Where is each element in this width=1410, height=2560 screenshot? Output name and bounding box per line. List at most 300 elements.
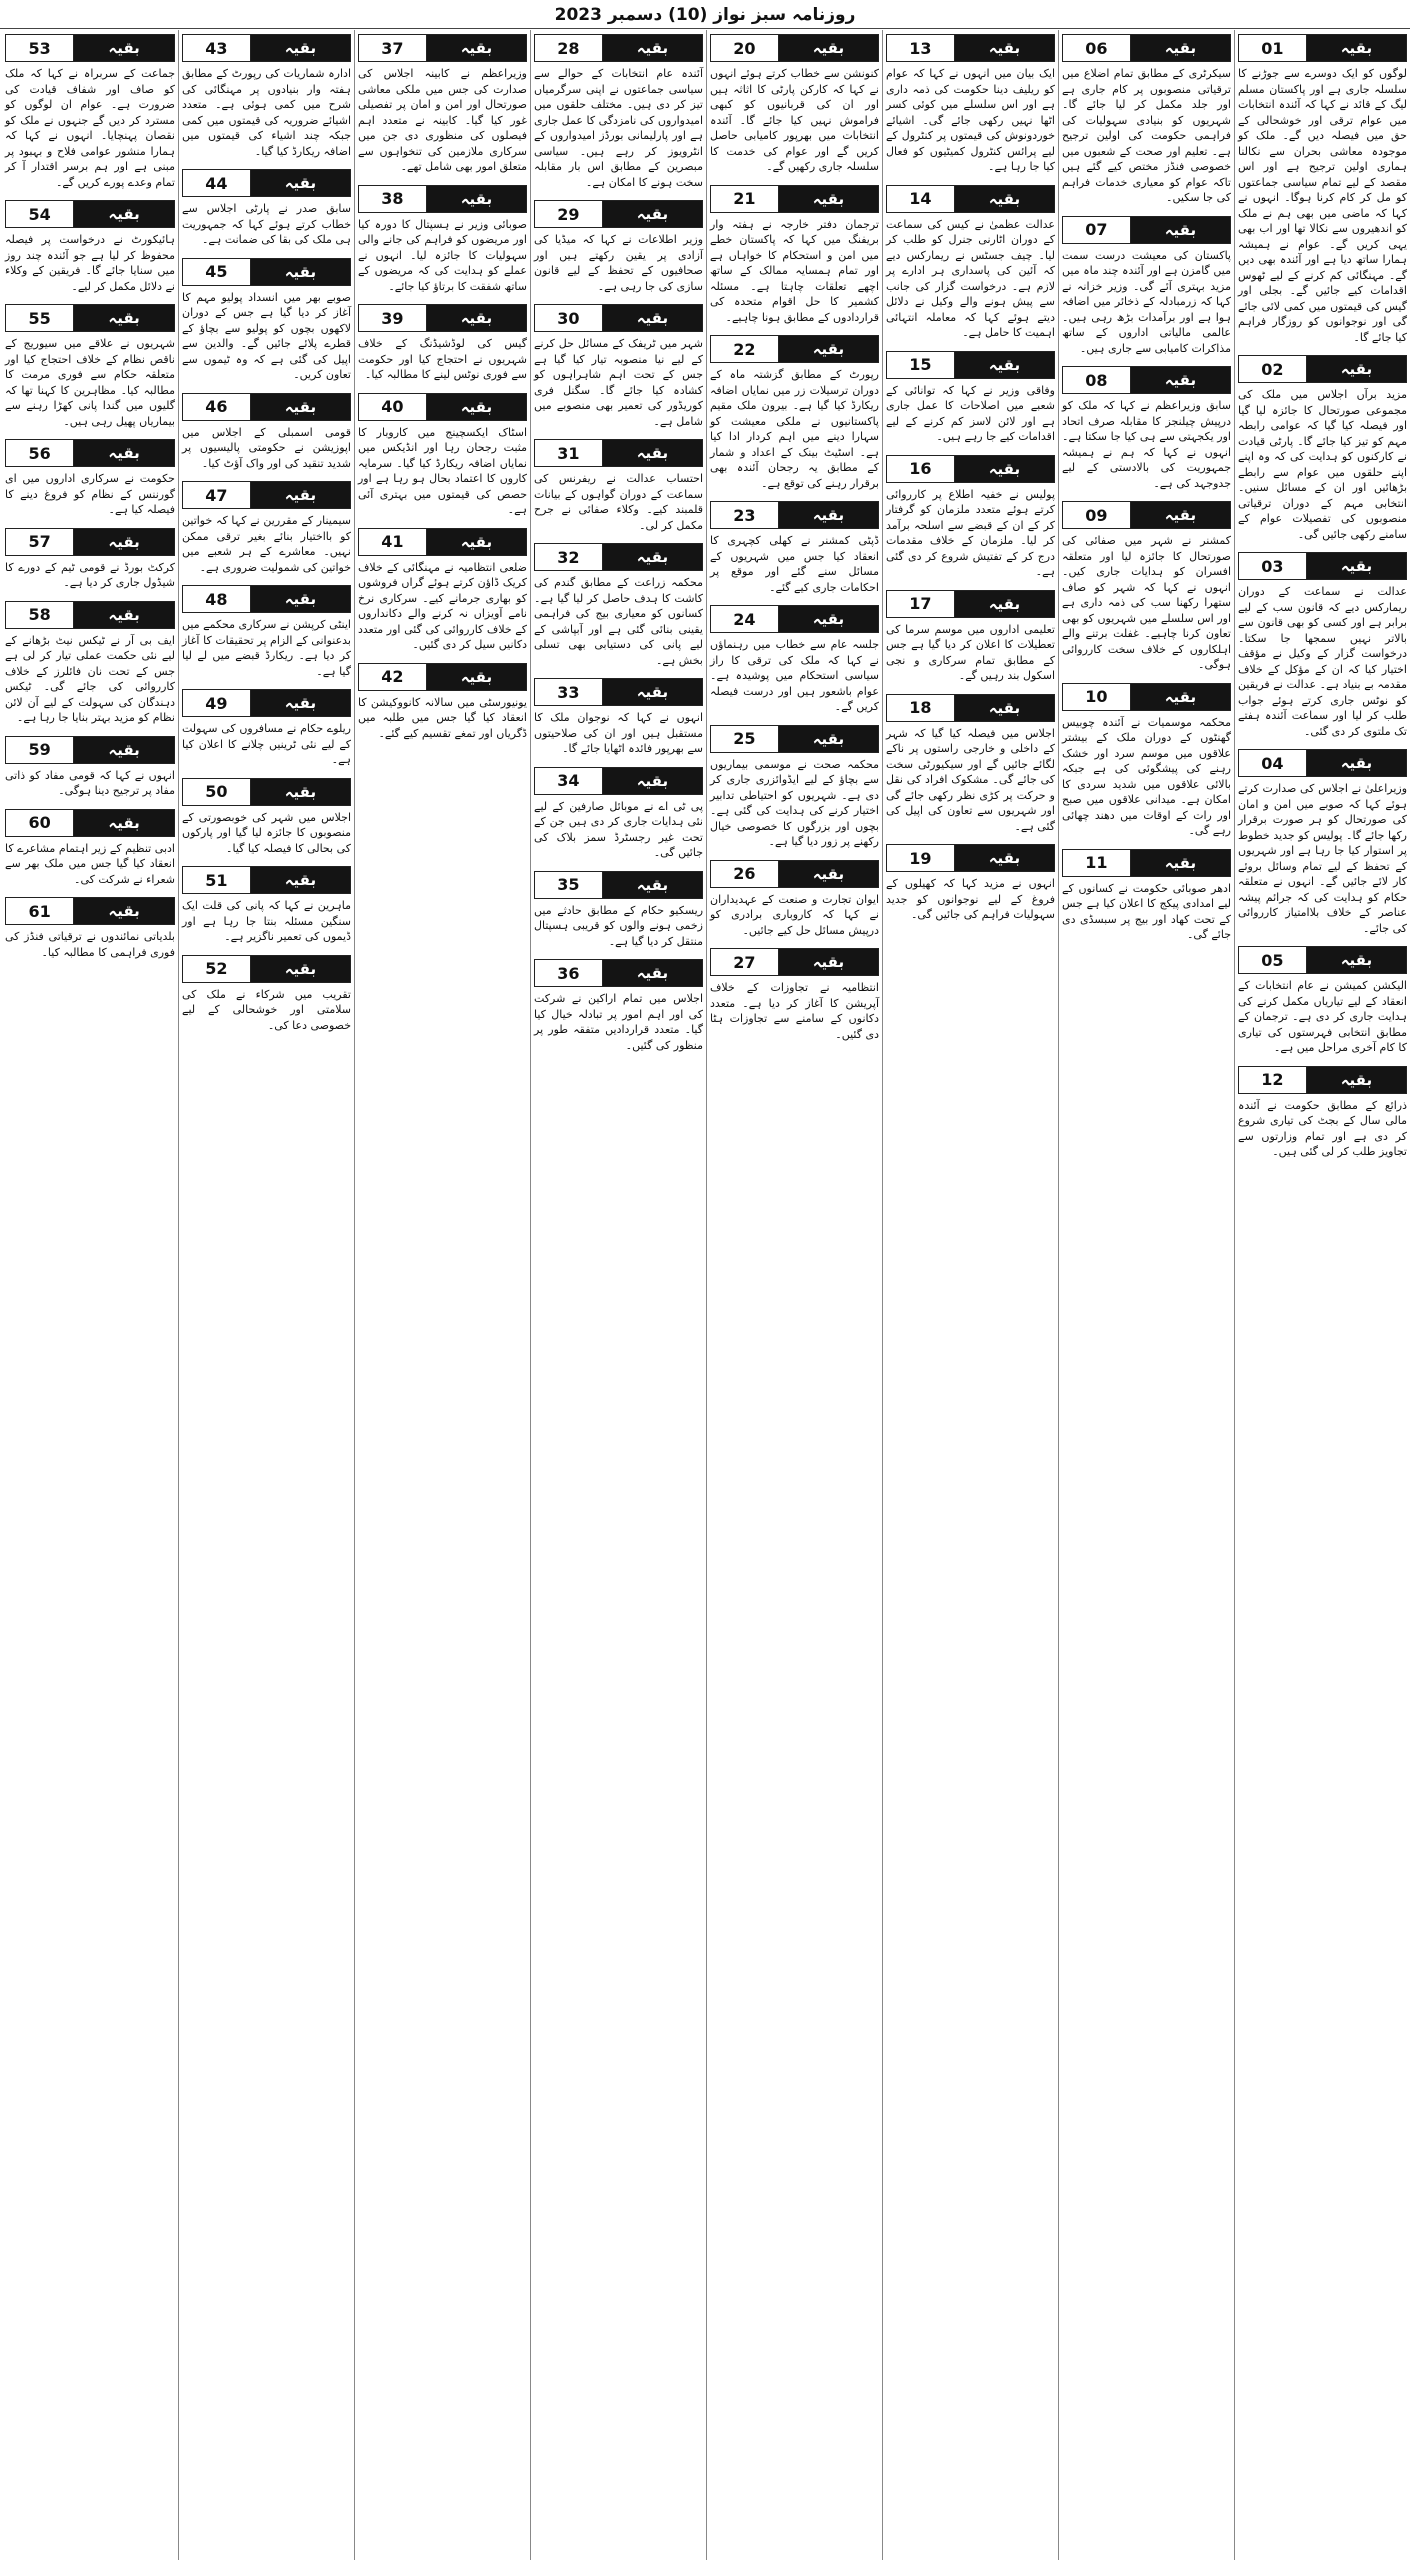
continuation-label: بقیہ bbox=[1307, 553, 1406, 579]
continuation-number: 02 bbox=[1239, 356, 1307, 382]
article-text: جلسہ عام سے خطاب میں رہنماؤں نے کہا کہ ملک کی ترقی کا راز سیاسی استحکام میں پوشیدہ ہے۔ عوام باشعور ہیں اور درست فیصلہ کریں گے۔ bbox=[710, 638, 879, 713]
continuation-number: 08 bbox=[1063, 367, 1131, 393]
continuation-label: بقیہ bbox=[251, 956, 350, 982]
continuation-label: بقیہ bbox=[427, 186, 526, 212]
article-text: محکمہ صحت نے موسمی بیماریوں سے بچاؤ کے لیے ایڈوائزری جاری کر دی ہے۔ شہریوں کو احتیاطی تدابیر اختیار کرنے کی ہدایت کی گئی ہے۔ بچوں اور بزرگوں کا خصوصی خیال رکھنے پر زور دیا گیا ہے۔ bbox=[710, 757, 879, 848]
continuation-number: 21 bbox=[711, 186, 779, 212]
article-text: احتساب عدالت نے ریفرنس کی سماعت کے دوران گواہوں کے بیانات قلمبند کیے۔ وکلاء صفائی نے جرح مکمل کر لی۔ bbox=[534, 472, 703, 532]
continuation-header bbox=[5, 439, 175, 467]
article-text: حکومت نے سرکاری اداروں میں ای گورننس کے نظام کو فروغ دینے کا فیصلہ کیا ہے۔ bbox=[5, 472, 175, 516]
continuation-block bbox=[710, 725, 879, 850]
continuation-block bbox=[534, 678, 703, 757]
continuation-header bbox=[1062, 501, 1231, 529]
article-text: وزیراعظم نے کابینہ اجلاس کی صدارت کی جس میں ملکی معاشی صورتحال اور امن و امان پر تفصیلی غور کیا گیا۔ کابینہ نے متعدد اہم فیصلوں کی منظوری دی جن میں سرکاری ملازمین کی تنخواہوں سے متعلق امور بھی شامل تھے۔ bbox=[358, 67, 527, 173]
continuation-header bbox=[534, 304, 703, 332]
continuation-block bbox=[182, 34, 351, 159]
continuation-number: 04 bbox=[1239, 750, 1307, 776]
news-column bbox=[354, 30, 530, 2560]
continuation-label: بقیہ bbox=[1131, 684, 1230, 710]
continuation-number: 25 bbox=[711, 726, 779, 752]
continuation-number: 37 bbox=[359, 35, 427, 61]
continuation-block bbox=[534, 304, 703, 429]
continuation-header bbox=[710, 34, 879, 62]
article-text: کنونشن سے خطاب کرتے ہوئے انہوں نے کہا کہ کارکن پارٹی کا اثاثہ ہیں اور ان کی قربانیوں کو کبھی فراموش نہیں کیا جائے گا۔ آئندہ انتخابات میں بھرپور کامیابی حاصل کریں گے اور عوام کی خدمت کا سلسلہ جاری رکھیں گے۔ bbox=[710, 67, 879, 173]
continuation-block bbox=[886, 351, 1055, 445]
continuation-number: 34 bbox=[535, 768, 603, 794]
continuation-label: بقیہ bbox=[251, 690, 350, 716]
continuation-block bbox=[182, 393, 351, 472]
continuation-header bbox=[534, 543, 703, 571]
news-column bbox=[530, 30, 706, 2560]
continuation-block bbox=[1062, 683, 1231, 839]
continuation-header bbox=[1062, 216, 1231, 244]
article-text: ایف بی آر نے ٹیکس نیٹ بڑھانے کے لیے نئی حکمت عملی تیار کر لی ہے جس کے تحت نان فائلرز کے خلاف کارروائی کی جائے گی۔ ٹیکس دہندگان کی سہولت کے لیے آن لائن نظام کو مزید بہتر بنایا جا رہا ہے۔ bbox=[5, 633, 175, 724]
continuation-number: 10 bbox=[1063, 684, 1131, 710]
continuation-label: بقیہ bbox=[1307, 947, 1406, 973]
continuation-header bbox=[182, 169, 351, 197]
continuation-label: بقیہ bbox=[1307, 750, 1406, 776]
article-text: مزید برآں اجلاس میں ملک کی مجموعی صورتحال کا جائزہ لیا گیا اور فیصلہ کیا گیا کہ عوامی رابطہ مہم کو تیز کیا جائے گا۔ پارٹی قیادت نے کارکنوں کو ہدایت کی کہ وہ اپنے اپنے حلقوں میں عوام سے رابطے بڑھائیں اور ان کے مسائل سنیں۔ انتخابی مہم کے دوران ترقیاتی منصوبوں کی تفصیلات عوام کے سامنے رکھی جائیں گی۔ bbox=[1238, 388, 1407, 541]
continuation-header bbox=[358, 393, 527, 421]
article-text: ضلعی انتظامیہ نے مہنگائی کے خلاف کریک ڈاؤن کرتے ہوئے گراں فروشوں کو بھاری جرمانے کیے۔ سرکاری نرخ نامے آویزاں نہ کرنے والے دکانداروں کے خلاف کارروائی کی گئی اور متعدد دکانیں سیل کر دی گئیں۔ bbox=[358, 560, 527, 651]
continuation-number: 30 bbox=[535, 305, 603, 331]
continuation-label: بقیہ bbox=[1307, 356, 1406, 382]
continuation-header bbox=[358, 34, 527, 62]
masthead bbox=[0, 0, 1410, 29]
continuation-header bbox=[1238, 946, 1407, 974]
continuation-header bbox=[1062, 849, 1231, 877]
continuation-block bbox=[886, 34, 1055, 175]
continuation-header bbox=[886, 455, 1055, 483]
continuation-header bbox=[5, 736, 175, 764]
continuation-block bbox=[1062, 849, 1231, 943]
continuation-block bbox=[710, 860, 879, 939]
continuation-block bbox=[886, 694, 1055, 835]
article-text: وزیر اطلاعات نے کہا کہ میڈیا کی آزادی پر یقین رکھتے ہیں اور صحافیوں کے تحفظ کے لیے قانون سازی کی جا رہی ہے۔ bbox=[534, 233, 703, 293]
article-text: سابق وزیراعظم نے کہا کہ ملک کو درپیش چیلنجز کا مقابلہ صرف اتحاد اور یکجہتی سے ہی کیا جا سکتا ہے۔ انہوں نے کہا کہ ہم نے ہمیشہ جمہوریت کی بالادستی کے لیے جدوجہد کی ہے۔ bbox=[1062, 399, 1231, 490]
continuation-number: 17 bbox=[887, 591, 955, 617]
continuation-header bbox=[182, 689, 351, 717]
continuation-block bbox=[1238, 1066, 1407, 1160]
continuation-label: بقیہ bbox=[955, 35, 1054, 61]
continuation-header bbox=[182, 866, 351, 894]
continuation-block bbox=[886, 185, 1055, 341]
continuation-header bbox=[1238, 34, 1407, 62]
continuation-block bbox=[182, 778, 351, 857]
continuation-block bbox=[5, 34, 175, 190]
continuation-label: بقیہ bbox=[427, 305, 526, 331]
continuation-label: بقیہ bbox=[74, 201, 174, 227]
continuation-block bbox=[886, 590, 1055, 684]
continuation-header bbox=[886, 590, 1055, 618]
continuation-label: بقیہ bbox=[74, 529, 174, 555]
continuation-label: بقیہ bbox=[74, 35, 174, 61]
article-text: محکمہ موسمیات نے آئندہ چوبیس گھنٹوں کے دوران ملک کے بیشتر علاقوں میں موسم سرد اور خشک رہنے کی پیشگوئی کی ہے جبکہ بالائی علاقوں میں شدید سردی کا امکان ہے۔ میدانی علاقوں میں صبح اور رات کے اوقات میں دھند چھائی رہے گی۔ bbox=[1062, 715, 1231, 837]
continuation-label: بقیہ bbox=[955, 456, 1054, 482]
continuation-header bbox=[182, 585, 351, 613]
news-column bbox=[706, 30, 882, 2560]
continuation-header bbox=[182, 481, 351, 509]
continuation-label: بقیہ bbox=[1307, 1067, 1406, 1093]
continuation-header bbox=[5, 34, 175, 62]
continuation-label: بقیہ bbox=[603, 305, 702, 331]
continuation-label: بقیہ bbox=[74, 440, 174, 466]
continuation-label: بقیہ bbox=[1131, 367, 1230, 393]
continuation-header bbox=[182, 955, 351, 983]
continuation-label: بقیہ bbox=[1307, 35, 1406, 61]
continuation-label: بقیہ bbox=[955, 591, 1054, 617]
continuation-number: 41 bbox=[359, 529, 427, 555]
continuation-header bbox=[534, 871, 703, 899]
continuation-header bbox=[182, 778, 351, 806]
continuation-label: بقیہ bbox=[603, 440, 702, 466]
article-text: اجلاس میں تمام اراکین نے شرکت کی اور اہم امور پر تبادلہ خیال کیا گیا۔ متعدد قراردادیں متفقہ طور پر منظور کی گئیں۔ bbox=[534, 992, 703, 1052]
article-text: ادارہ شماریات کی رپورٹ کے مطابق ہفتہ وار بنیادوں پر مہنگائی کی شرح میں کمی ہوئی ہے۔ متعدد اشیائے ضروریہ کی قیمتوں میں کمی جبکہ چند اشیاء کی قیمتوں میں اضافہ ریکارڈ کیا گیا۔ bbox=[182, 67, 351, 158]
continuation-header bbox=[358, 304, 527, 332]
continuation-header bbox=[710, 335, 879, 363]
continuation-label: بقیہ bbox=[603, 872, 702, 898]
continuation-number: 60 bbox=[6, 810, 74, 836]
continuation-header bbox=[5, 601, 175, 629]
continuation-block bbox=[182, 169, 351, 248]
continuation-label: بقیہ bbox=[779, 949, 878, 975]
news-column bbox=[178, 30, 354, 2560]
article-text: ریلوے حکام نے مسافروں کی سہولت کے لیے نئی ٹرینیں چلانے کا اعلان کیا ہے۔ bbox=[182, 722, 351, 766]
continuation-label: بقیہ bbox=[779, 336, 878, 362]
continuation-block bbox=[710, 948, 879, 1042]
continuation-label: بقیہ bbox=[603, 679, 702, 705]
continuation-number: 58 bbox=[6, 602, 74, 628]
article-text: ادھر صوبائی حکومت نے کسانوں کے لیے امدادی پیکج کا اعلان کیا ہے جس کے تحت کھاد اور بیج پر سبسڈی دی جائے گی۔ bbox=[1062, 881, 1231, 941]
continuation-number: 54 bbox=[6, 201, 74, 227]
article-text: کمشنر نے شہر میں صفائی کی صورتحال کا جائزہ لیا اور متعلقہ افسران کو ہدایات جاری کیں۔ انہوں نے کہا کہ شہر کو صاف ستھرا رکھنا سب کی ذمہ داری ہے اور اس سلسلے میں شہریوں کو بھی تعاون کرنا چاہیے۔ غفلت برتنے والے اہلکاروں کے خلاف سخت کارروائی ہوگی۔ bbox=[1062, 534, 1231, 671]
continuation-header bbox=[182, 393, 351, 421]
continuation-header bbox=[358, 528, 527, 556]
continuation-block bbox=[5, 809, 175, 888]
continuation-header bbox=[182, 34, 351, 62]
article-text: الیکشن کمیشن نے عام انتخابات کے انعقاد کے لیے تیاریاں مکمل کرنے کی ہدایت جاری کر دی ہے۔ ترجمان کے مطابق انتخابی فہرستوں کی تیاری کا کام آخری مراحل میں ہے۔ bbox=[1238, 979, 1407, 1054]
continuation-number: 40 bbox=[359, 394, 427, 420]
continuation-number: 14 bbox=[887, 186, 955, 212]
continuation-block bbox=[5, 304, 175, 429]
continuation-header bbox=[886, 351, 1055, 379]
continuation-label: بقیہ bbox=[251, 394, 350, 420]
continuation-number: 13 bbox=[887, 35, 955, 61]
continuation-header bbox=[534, 678, 703, 706]
continuation-header bbox=[5, 200, 175, 228]
continuation-number: 48 bbox=[183, 586, 251, 612]
continuation-block bbox=[534, 200, 703, 294]
article-text: رپورٹ کے مطابق گزشتہ ماہ کے دوران ترسیلات زر میں نمایاں اضافہ ریکارڈ کیا گیا ہے۔ بیرون ملک مقیم پاکستانیوں نے ملکی معیشت کو سہارا دینے میں اہم کردار ادا کیا ہے۔ اسٹیٹ بینک کے اعداد و شمار کے مطابق یہ رجحان آئندہ بھی برقرار رہنے کی توقع ہے۔ bbox=[710, 368, 879, 490]
continuation-number: 44 bbox=[183, 170, 251, 196]
continuation-header bbox=[886, 34, 1055, 62]
continuation-block bbox=[5, 897, 175, 960]
continuation-label: بقیہ bbox=[251, 867, 350, 893]
continuation-header bbox=[5, 528, 175, 556]
continuation-header bbox=[1062, 366, 1231, 394]
continuation-header bbox=[358, 185, 527, 213]
continuation-label: بقیہ bbox=[603, 544, 702, 570]
continuation-header bbox=[534, 439, 703, 467]
continuation-block bbox=[1062, 216, 1231, 357]
continuation-number: 16 bbox=[887, 456, 955, 482]
continuation-number: 11 bbox=[1063, 850, 1131, 876]
continuation-block bbox=[5, 200, 175, 294]
continuation-block bbox=[1238, 34, 1407, 345]
article-text: یونیورسٹی میں سالانہ کانووکیشن کا انعقاد کیا گیا جس میں طلبہ میں ڈگریاں اور تمغے تقسیم کیے گئے۔ bbox=[358, 695, 527, 740]
continuation-block bbox=[1238, 749, 1407, 936]
continuation-block bbox=[710, 605, 879, 715]
news-column bbox=[2, 30, 178, 2560]
continuation-number: 12 bbox=[1239, 1067, 1307, 1093]
continuation-number: 32 bbox=[535, 544, 603, 570]
continuation-number: 15 bbox=[887, 352, 955, 378]
article-text: سیمینار کے مقررین نے کہا کہ خواتین کو بااختیار بنائے بغیر ترقی ممکن نہیں۔ معاشرے کے ہر شعبے میں خواتین کی شمولیت ضروری ہے۔ bbox=[182, 514, 351, 574]
continuation-block bbox=[182, 955, 351, 1034]
continuation-block bbox=[182, 481, 351, 575]
continuation-label: بقیہ bbox=[955, 352, 1054, 378]
continuation-header bbox=[5, 897, 175, 925]
continuation-label: بقیہ bbox=[74, 810, 174, 836]
continuation-header bbox=[1238, 552, 1407, 580]
continuation-label: بقیہ bbox=[427, 394, 526, 420]
continuation-number: 24 bbox=[711, 606, 779, 632]
article-text: اجلاس میں فیصلہ کیا گیا کہ شہر کے داخلی و خارجی راستوں پر ناکے لگائے جائیں گے اور سیکیورٹی سخت کی جائے گی۔ مشکوک افراد کی نقل و حرکت پر کڑی نظر رکھی جائے گی اور شہریوں سے تعاون کی اپیل کی گئی ہے۔ bbox=[886, 726, 1055, 833]
continuation-number: 33 bbox=[535, 679, 603, 705]
continuation-label: بقیہ bbox=[251, 259, 350, 285]
continuation-block bbox=[886, 455, 1055, 580]
article-text: ہائیکورٹ نے درخواست پر فیصلہ محفوظ کر لیا ہے جو آئندہ چند روز میں سنایا جائے گا۔ فریقین کے وکلاء نے دلائل مکمل کر لیے۔ bbox=[5, 233, 175, 293]
continuation-label: بقیہ bbox=[955, 845, 1054, 871]
continuation-label: بقیہ bbox=[779, 35, 878, 61]
article-text: اسٹاک ایکسچینج میں کاروبار کا مثبت رجحان رہا اور انڈیکس میں نمایاں اضافہ ریکارڈ کیا گیا۔ سرمایہ کاروں کا اعتماد بحال ہو رہا ہے اور حصص کی قیمتوں میں بہتری آئی ہے۔ bbox=[358, 425, 527, 516]
continuation-label: بقیہ bbox=[427, 664, 526, 690]
continuation-label: بقیہ bbox=[1131, 217, 1230, 243]
continuation-number: 57 bbox=[6, 529, 74, 555]
continuation-number: 19 bbox=[887, 845, 955, 871]
continuation-number: 27 bbox=[711, 949, 779, 975]
continuation-number: 35 bbox=[535, 872, 603, 898]
continuation-number: 56 bbox=[6, 440, 74, 466]
continuation-number: 22 bbox=[711, 336, 779, 362]
continuation-label: بقیہ bbox=[427, 35, 526, 61]
article-text: وزیراعلیٰ نے اجلاس کی صدارت کرتے ہوئے کہا کہ صوبے میں امن و امان کی صورتحال کو ہر صورت برقرار رکھا جائے گا۔ پولیس کو جدید خطوط پر استوار کیا جا رہا ہے اور شہریوں کے تحفظ کے لیے تمام وسائل بروئے کار لائے جائیں گے۔ انہوں نے متعلقہ حکام کو ہدایت کی کہ جرائم پیشہ عناصر کے خلاف بلاامتیاز کارروائی کی جائے۔ bbox=[1238, 782, 1407, 935]
continuation-label: بقیہ bbox=[779, 726, 878, 752]
continuation-header bbox=[710, 185, 879, 213]
continuation-block bbox=[358, 185, 527, 295]
continuation-header bbox=[1238, 355, 1407, 383]
article-text: انتظامیہ نے تجاوزات کے خلاف آپریشن کا آغاز کر دیا ہے۔ متعدد دکانوں کے سامنے سے تجاوزات ہٹا دی گئیں۔ bbox=[710, 981, 879, 1041]
continuation-number: 01 bbox=[1239, 35, 1307, 61]
continuation-block bbox=[182, 585, 351, 679]
continuation-block bbox=[5, 528, 175, 591]
continuation-label: بقیہ bbox=[74, 305, 174, 331]
continuation-block bbox=[182, 258, 351, 383]
continuation-header bbox=[886, 694, 1055, 722]
continuation-block bbox=[358, 393, 527, 518]
continuation-label: بقیہ bbox=[74, 602, 174, 628]
article-text: ریسکیو حکام کے مطابق حادثے میں زخمی ہونے والوں کو قریبی ہسپتال منتقل کر دیا گیا ہے۔ bbox=[534, 903, 703, 948]
continuation-block bbox=[1238, 552, 1407, 739]
continuation-block bbox=[182, 866, 351, 945]
article-text: لوگوں کو ایک دوسرے سے جوڑنے کا سلسلہ جاری ہے اور پاکستان مسلم لیگ کے قائد نے کہا کہ آئندہ انتخابات میں عوام ترقی اور خوشحالی کے حق میں فیصلہ دیں گے۔ ملک کو موجودہ معاشی بحران سے نکالنا ہماری اولین ترجیح ہے اور اس مقصد کے لیے تمام سیاسی جماعتوں کو مل کر کام کرنا ہوگا۔ انہوں نے کہا کہ ماضی میں بھی ہم نے ملک کو اندھیروں سے نکالا تھا اور اب بھی یہی کریں گے۔ عوام نے ہمیشہ ہمارا ساتھ دیا ہے اور آئندہ بھی دیں گے۔ مہنگائی کم کرنے کے لیے ٹھوس اقدامات کیے جائیں گے۔ بجلی اور گیس کی قیمتوں میں کمی لائی جائے گی اور نوجوانوں کو روزگار فراہم کیا جائے گا۔ bbox=[1238, 67, 1407, 344]
continuation-block bbox=[710, 185, 879, 326]
continuation-label: بقیہ bbox=[74, 898, 174, 924]
continuation-label: بقیہ bbox=[603, 201, 702, 227]
continuation-header bbox=[1238, 749, 1407, 777]
news-column bbox=[882, 30, 1058, 2560]
continuation-number: 20 bbox=[711, 35, 779, 61]
continuation-label: بقیہ bbox=[603, 960, 702, 986]
continuation-block bbox=[710, 335, 879, 491]
continuation-block bbox=[710, 34, 879, 175]
article-text: پی ٹی اے نے موبائل صارفین کے لیے نئی ہدایات جاری کر دی ہیں جن کے تحت غیر رجسٹرڈ سمز بلاک کی جائیں گی۔ bbox=[534, 799, 703, 859]
continuation-number: 07 bbox=[1063, 217, 1131, 243]
continuation-block bbox=[534, 439, 703, 533]
article-text: تقریب میں شرکاء نے ملک کی سلامتی اور خوشحالی کے لیے خصوصی دعا کی۔ bbox=[182, 987, 351, 1032]
continuation-number: 03 bbox=[1239, 553, 1307, 579]
continuation-label: بقیہ bbox=[779, 502, 878, 528]
continuation-number: 05 bbox=[1239, 947, 1307, 973]
continuation-label: بقیہ bbox=[1131, 850, 1230, 876]
article-text: جماعت کے سربراہ نے کہا کہ ملک کو صاف اور شفاف قیادت کی ضرورت ہے۔ عوام ان لوگوں کو مسترد کر دیں گے جنہوں نے ملک کو نقصان پہنچایا۔ انہوں نے کہا کہ ہمارا منشور عوامی فلاح و بہبود پر مبنی ہے اور ہم برسر اقتدار آ کر تمام وعدے پورے کریں گے۔ bbox=[5, 67, 175, 189]
continuation-header bbox=[358, 663, 527, 691]
continuation-header bbox=[1238, 1066, 1407, 1094]
article-text: قومی اسمبلی کے اجلاس میں اپوزیشن نے حکومتی پالیسیوں پر شدید تنقید کی اور واک آؤٹ کیا۔ bbox=[182, 425, 351, 470]
continuation-number: 47 bbox=[183, 482, 251, 508]
continuation-number: 59 bbox=[6, 737, 74, 763]
continuation-number: 53 bbox=[6, 35, 74, 61]
continuation-label: بقیہ bbox=[779, 606, 878, 632]
article-text: انہوں نے مزید کہا کہ کھیلوں کے فروغ کے لیے نوجوانوں کو جدید سہولیات فراہم کی جائیں گی۔ bbox=[886, 877, 1055, 921]
article-text: عدالت عظمیٰ نے کیس کی سماعت کے دوران اٹارنی جنرل کو طلب کر لیا۔ چیف جسٹس نے ریمارکس دیے کہ آئین کی پاسداری ہر ادارے پر لازم ہے۔ درخواست گزار کی جانب سے پیش ہونے والے وکیل نے دلائل دیتے ہوئے کہا کہ معاملہ انتہائی اہمیت کا حامل ہے۔ bbox=[886, 217, 1055, 339]
article-text: ایک بیان میں انہوں نے کہا کہ عوام کو ریلیف دینا حکومت کی ذمہ داری ہے اور اس سلسلے میں کوئی کسر اٹھا نہیں رکھی جائے گی۔ اشیائے خوردونوش کی قیمتوں پر کنٹرول کے لیے پرائس کنٹرول کمیٹیوں کو فعال کیا جا رہا ہے۔ bbox=[886, 67, 1055, 173]
continuation-number: 45 bbox=[183, 259, 251, 285]
continuation-number: 09 bbox=[1063, 502, 1131, 528]
continuation-label: بقیہ bbox=[955, 695, 1054, 721]
columns-container bbox=[0, 30, 1410, 2560]
continuation-label: بقیہ bbox=[603, 768, 702, 794]
continuation-header bbox=[1062, 683, 1231, 711]
continuation-number: 26 bbox=[711, 861, 779, 887]
article-text: ایوان تجارت و صنعت کے عہدیداران نے کہا کہ کاروباری برادری کو درپیش مسائل حل کیے جائیں۔ bbox=[710, 892, 879, 937]
continuation-header bbox=[710, 725, 879, 753]
continuation-block bbox=[534, 871, 703, 950]
continuation-header bbox=[5, 304, 175, 332]
continuation-label: بقیہ bbox=[251, 586, 350, 612]
continuation-number: 50 bbox=[183, 779, 251, 805]
continuation-block bbox=[1062, 34, 1231, 206]
continuation-number: 51 bbox=[183, 867, 251, 893]
continuation-header bbox=[710, 948, 879, 976]
article-text: سیکرٹری کے مطابق تمام اضلاع میں ترقیاتی منصوبوں پر کام جاری ہے اور جلد مکمل کر لیا جائے گا۔ شہریوں کو بنیادی سہولیات کی فراہمی حکومت کی اولین ترجیح ہے۔ تعلیم اور صحت کے شعبوں میں خصوصی فنڈز مختص کیے گئے ہیں تاکہ عوام کو معیاری خدمات فراہم کی جا سکیں۔ bbox=[1062, 67, 1231, 204]
article-text: انہوں نے کہا کہ قومی مفاد کو ذاتی مفاد پر ترجیح دینا ہوگی۔ bbox=[5, 768, 175, 797]
continuation-block bbox=[710, 501, 879, 595]
news-column bbox=[1234, 30, 1410, 2560]
continuation-label: بقیہ bbox=[779, 186, 878, 212]
continuation-header bbox=[534, 200, 703, 228]
continuation-block bbox=[1062, 501, 1231, 673]
news-column bbox=[1058, 30, 1234, 2560]
continuation-block bbox=[182, 689, 351, 768]
article-text: شہریوں نے علاقے میں سیوریج کے ناقص نظام کے خلاف احتجاج کیا اور متعلقہ حکام سے فوری مرمت کا مطالبہ کیا۔ مظاہرین کا کہنا تھا کہ گلیوں میں گندا پانی کھڑا رہنے سے بیماریاں پھیل رہی ہیں۔ bbox=[5, 337, 175, 428]
continuation-label: بقیہ bbox=[1131, 502, 1230, 528]
article-text: تعلیمی اداروں میں موسم سرما کی تعطیلات کا اعلان کر دیا گیا ہے جس کے مطابق تمام سرکاری و نجی اسکول بند رہیں گے۔ bbox=[886, 622, 1055, 682]
continuation-number: 42 bbox=[359, 664, 427, 690]
continuation-label: بقیہ bbox=[251, 779, 350, 805]
continuation-number: 28 bbox=[535, 35, 603, 61]
continuation-number: 46 bbox=[183, 394, 251, 420]
article-text: صوبے بھر میں انسداد پولیو مہم کا آغاز کر دیا گیا ہے جس کے دوران لاکھوں بچوں کو پولیو سے بچاؤ کے قطرے پلائے جائیں گے۔ والدین سے اپیل کی گئی ہے کہ وہ ٹیموں سے تعاون کریں۔ bbox=[182, 290, 351, 381]
continuation-label: بقیہ bbox=[779, 861, 878, 887]
article-text: پاکستان کی معیشت درست سمت میں گامزن ہے اور آئندہ چند ماہ میں مزید بہتری آئے گی۔ وزیر خزانہ نے کہا کہ زرمبادلہ کے ذخائر میں اضافہ ہوا ہے اور برآمدات بڑھ رہی ہیں۔ عالمی مالیاتی اداروں کے ساتھ مذاکرات کامیابی سے جاری ہیں۔ bbox=[1062, 248, 1231, 355]
continuation-block bbox=[534, 959, 703, 1053]
continuation-block bbox=[1238, 355, 1407, 542]
continuation-block bbox=[534, 543, 703, 668]
continuation-header bbox=[534, 34, 703, 62]
continuation-block bbox=[1238, 946, 1407, 1056]
article-text: بلدیاتی نمائندوں نے ترقیاتی فنڈز کی فوری فراہمی کا مطالبہ کیا۔ bbox=[5, 930, 175, 959]
continuation-number: 49 bbox=[183, 690, 251, 716]
continuation-label: بقیہ bbox=[603, 35, 702, 61]
continuation-label: بقیہ bbox=[251, 35, 350, 61]
article-text: گیس کی لوڈشیڈنگ کے خلاف شہریوں نے احتجاج کیا اور حکومت سے فوری نوٹس لینے کا مطالبہ کیا۔ bbox=[358, 337, 527, 381]
continuation-block bbox=[5, 439, 175, 518]
continuation-header bbox=[182, 258, 351, 286]
continuation-number: 31 bbox=[535, 440, 603, 466]
article-text: اجلاس میں شہر کی خوبصورتی کے منصوبوں کا جائزہ لیا گیا اور پارکوں کی بحالی کا فیصلہ کیا گیا۔ bbox=[182, 810, 351, 855]
masthead-title: روزنامہ سبز نواز (10) دسمبر 2023 bbox=[554, 4, 856, 25]
continuation-label: بقیہ bbox=[427, 529, 526, 555]
continuation-block bbox=[358, 304, 527, 383]
continuation-number: 38 bbox=[359, 186, 427, 212]
continuation-header bbox=[5, 809, 175, 837]
continuation-block bbox=[1062, 366, 1231, 491]
article-text: سابق صدر نے پارٹی اجلاس سے خطاب کرتے ہوئے کہا کہ جمہوریت ہی ملک کی بقا کی ضمانت ہے۔ bbox=[182, 202, 351, 246]
continuation-header bbox=[1062, 34, 1231, 62]
continuation-block bbox=[534, 767, 703, 861]
continuation-label: بقیہ bbox=[74, 737, 174, 763]
continuation-block bbox=[5, 736, 175, 799]
article-text: پولیس نے خفیہ اطلاع پر کارروائی کرتے ہوئے متعدد ملزمان کو گرفتار کر کے ان کے قبضے سے اسلحہ برآمد کر لیا۔ ملزمان کے خلاف مقدمات درج کر کے تفتیش شروع کر دی گئی ہے۔ bbox=[886, 487, 1055, 578]
article-text: شہر میں ٹریفک کے مسائل حل کرنے کے لیے نیا منصوبہ تیار کیا گیا ہے جس کے تحت اہم شاہراہوں کو کشادہ کیا جائے گا۔ سگنل فری کوریڈور کی تعمیر بھی منصوبے میں شامل ہے۔ bbox=[534, 337, 703, 428]
article-text: عدالت نے سماعت کے دوران ریمارکس دیے کہ قانون سب کے لیے برابر ہے اور کسی کو بھی قانون سے بالاتر نہیں سمجھا جا سکتا۔ درخواست گزار کے وکیل نے مؤقف اختیار کیا کہ ان کے مؤکل کے خلاف مقدمہ بے بنیاد ہے۔ عدالت نے فریقین کو نوٹس جاری کرتے ہوئے جواب طلب کر لیا اور سماعت آئندہ ہفتے تک ملتوی کر دی گئی۔ bbox=[1238, 585, 1407, 738]
continuation-header bbox=[886, 844, 1055, 872]
article-text: کرکٹ بورڈ نے قومی ٹیم کے دورے کا شیڈول جاری کر دیا ہے۔ bbox=[5, 560, 175, 589]
continuation-block bbox=[886, 844, 1055, 923]
continuation-number: 43 bbox=[183, 35, 251, 61]
continuation-number: 55 bbox=[6, 305, 74, 331]
continuation-header bbox=[710, 605, 879, 633]
continuation-header bbox=[534, 767, 703, 795]
continuation-number: 29 bbox=[535, 201, 603, 227]
continuation-header bbox=[710, 860, 879, 888]
continuation-header bbox=[534, 959, 703, 987]
article-text: محکمہ زراعت کے مطابق گندم کی کاشت کا ہدف حاصل کر لیا گیا ہے۔ کسانوں کو معیاری بیج کی فراہمی یقینی بنائی گئی ہے اور آبپاشی کے لیے پانی کی دستیابی بھی تسلی بخش ہے۔ bbox=[534, 576, 703, 667]
article-text: ڈپٹی کمشنر نے کھلی کچہری کا انعقاد کیا جس میں شہریوں کے مسائل سنے گئے اور موقع پر احکامات جاری کیے گئے۔ bbox=[710, 534, 879, 594]
continuation-label: بقیہ bbox=[251, 482, 350, 508]
article-text: ترجمان دفتر خارجہ نے ہفتہ وار بریفنگ میں کہا کہ پاکستان خطے میں امن و استحکام کا خواہاں ہے اور تمام ہمسایہ ممالک کے ساتھ اچھے تعلقات چاہتا ہے۔ مسئلہ کشمیر کا حل اقوام متحدہ کی قراردادوں کے مطابق ہونا چاہیے۔ bbox=[710, 217, 879, 324]
continuation-number: 61 bbox=[6, 898, 74, 924]
continuation-label: بقیہ bbox=[955, 186, 1054, 212]
continuation-block bbox=[5, 601, 175, 726]
continuation-header bbox=[710, 501, 879, 529]
continuation-block bbox=[358, 528, 527, 653]
continuation-block bbox=[534, 34, 703, 190]
continuation-header bbox=[886, 185, 1055, 213]
article-text: انہوں نے کہا کہ نوجوان ملک کا مستقبل ہیں اور ان کی صلاحیتوں سے بھرپور فائدہ اٹھایا جائے گا۔ bbox=[534, 711, 703, 755]
article-text: ادبی تنظیم کے زیر اہتمام مشاعرے کا انعقاد کیا گیا جس میں ملک بھر سے شعراء نے شرکت کی۔ bbox=[5, 841, 175, 886]
